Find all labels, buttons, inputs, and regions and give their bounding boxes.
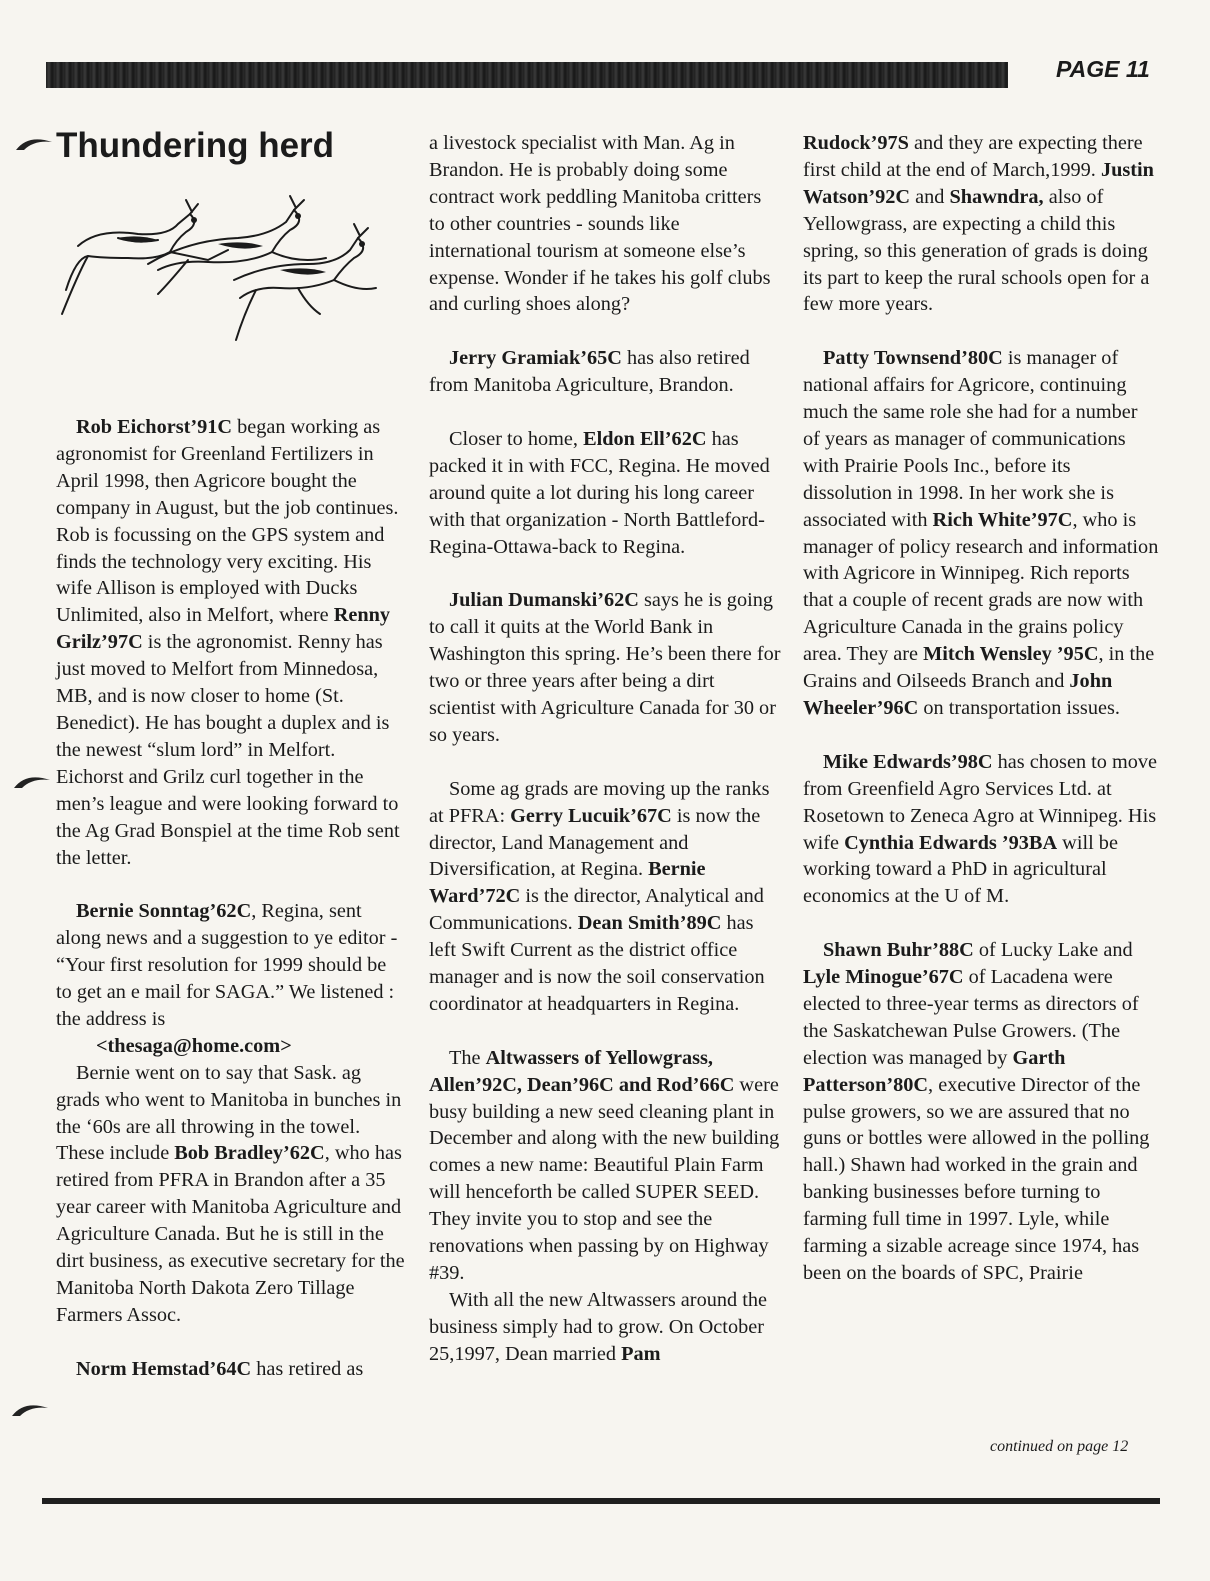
- grad-name: Shawndra,: [949, 185, 1044, 208]
- grad-name: Norm Hemstad’64C: [76, 1357, 252, 1380]
- paragraph: Bernie went on to say that Sask. ag grads who went to Manitoba in bunches in the ‘60s are all throwing in the towel. These include Bob Bradley’62C, who has retired from PFRA in Brandon after a 35 year career with Manitoba Agriculture and Agriculture Canada. But he is still in the dirt business, as executive secretary for the Manitoba North Dakota Zero Tillage Farmers Assoc.: [56, 1061, 405, 1326]
- article-column-3: [803, 130, 1159, 1314]
- grad-name: Cynthia Edwards ’93BA: [844, 831, 1058, 854]
- grad-name: Bob Bradley’62C: [174, 1142, 325, 1165]
- grad-name: Shawn Buhr’88C: [823, 939, 974, 962]
- grad-name: Rich White’97C: [932, 508, 1073, 531]
- grad-name: Julian Dumanski’62C: [449, 589, 639, 612]
- paragraph: With all the new Altwassers around the business simply had to grow. On October 25,1997, Dean married Pam: [429, 1288, 767, 1365]
- article-column-2: [429, 130, 781, 1395]
- punch-mark-icon: [14, 134, 54, 152]
- grad-name: Mitch Wensley ’95C: [923, 643, 1099, 666]
- grad-name: Patty Townsend’80C: [823, 347, 1003, 370]
- grad-name: Lyle Minogue’67C: [803, 966, 964, 989]
- article-column-1: [56, 414, 406, 1409]
- grad-name: Eldon Ell’62C: [583, 427, 707, 450]
- paragraph: The Altwassers of Yellowgrass, Allen’92C, Dean’96C and Rod’66C were busy building a new seed cleaning plant in December and along with the new building comes a new name: Beautiful Plain Farm will henceforth be called SUPER SEED. They invite you to stop and see the renovations when passing by on Highway #39.: [429, 1046, 780, 1284]
- grad-name: Bernie Ward’72C: [429, 858, 706, 908]
- grad-name: Renny Grilz’97C: [56, 604, 391, 654]
- paragraph: Some ag grads are moving up the ranks at PFRA: Gerry Lucuik’67C is now the director, Land Management and Diversification, at Regina. Bernie Ward’72C is the director, Analytical and Communications. Dean Smith’89C has left Swift Current as the district office manager and is now the soil conservation coordinator at headquarters in Regina.: [429, 777, 770, 1015]
- grad-name: Altwassers of Yellowgrass, Allen’92C, Dean’96C and Rod’66C: [429, 1046, 735, 1096]
- article-headline: Thundering herd: [56, 126, 335, 165]
- paragraph: Bernie Sonntag’62C, Regina, sent along news and a suggestion to ye editor - “Your first resolution for 1999 should be to get an e mail for SAGA.” We listened : the address is <thesaga@home.com>: [56, 898, 406, 1059]
- grad-name: Garth Patterson’80C: [803, 1046, 1066, 1096]
- paragraph: Rob Eichorst’91C began working as agronomist for Greenland Fertilizers in April 1998, then Agricore bought the company in August, but the job continues. Rob is focussing on the GPS system and finds the technology very exciting. His wife Allison is employed with Ducks Unlimited, also in Melfort, where Renny Grilz’97C is the agronomist. Renny has just moved to Melfort from Minnedosa, MB, and is now closer to home (St. Benedict). He has bought a duplex and is the newest “slum lord” in Melfort. Eichorst and Grilz curl together in the men’s league and were looking forward to the Ag Grad Bonspiel at the time Rob sent the letter.: [56, 416, 400, 869]
- punch-mark-icon: [12, 772, 52, 790]
- paragraph: Julian Dumanski’62C says he is going to call it quits at the World Bank in Washington this spring. He’s been there for two or three years after being a dirt scientist with Agriculture Canada for 30 or so years.: [429, 589, 781, 746]
- footer-rule: [42, 1498, 1160, 1504]
- paragraph: a livestock specialist with Man. Ag in Brandon. He is probably doing some contract work peddling Manitoba critters to other countries - sounds like international tourism at someone else’s expense. Wonder if he takes his golf clubs and curling shoes along?: [429, 132, 771, 316]
- paragraph: Patty Townsend’80C is manager of national affairs for Agricore, continuing much the same role she had for a number of years as manager of communications with Prairie Pools Inc., before its dissolution in 1998. In her work she is associated with Rich White’97C, who is manager of policy research and information with Agricore in Winnipeg. Rich reports that a couple of recent grads are now with Agriculture Canada in the grains policy area. They are Mitch Wensley ’95C, in the Grains and Oilseeds Branch and John Wheeler’96C on transportation issues.: [803, 347, 1159, 720]
- grad-name: Pam: [621, 1342, 661, 1365]
- grad-name: Rudock’97S: [803, 132, 909, 154]
- grad-name: Bernie Sonntag’62C: [76, 900, 252, 923]
- paragraph: Shawn Buhr’88C of Lucky Lake and Lyle Minogue’67C of Lacadena were elected to three-year terms as directors of the Saskatchewan Pulse Growers. (The election was managed by Garth Patterson’80C, executive Director of the pulse growers, so we are assured that no guns or bottles were allowed in the polling hall.) Shawn had worked in the grain and banking businesses before turning to farming full time in 1997. Lyle, while farming a sizable acreage since 1974, has been on the boards of SPC, Prairie: [803, 939, 1150, 1285]
- grad-name: Gerry Lucuik’67C: [510, 804, 672, 827]
- paragraph: Mike Edwards’98C has chosen to move from Greenfield Agro Services Ltd. at Rosetown to Zeneca Agro at Winnipeg. His wife Cynthia Edwards ’93BA will be working toward a PhD in agricultural economics at the U of M.: [803, 750, 1158, 908]
- grad-name: Dean Smith’89C: [577, 912, 722, 935]
- page-number: PAGE 11: [1056, 56, 1150, 82]
- punch-mark-icon: [10, 1400, 50, 1418]
- grad-name: John Wheeler’96C: [803, 670, 1113, 720]
- header-rule: [46, 62, 1008, 88]
- grad-name: Justin Watson’92C: [803, 158, 1154, 208]
- email-address: <thesaga@home.com>: [96, 1034, 292, 1057]
- grad-name: Jerry Gramiak’65C: [449, 347, 622, 370]
- paragraph: Rudock’97S and they are expecting there first child at the end of March,1999. Justin Watson’92C and Shawndra, also of Yellowgrass, are expecting a child this spring, so this generation of grads is doing its part to keep the rural schools open for a few more years.: [803, 132, 1154, 316]
- continued-note: continued on page 12: [990, 1438, 1129, 1455]
- grad-name: Rob Eichorst’91C: [76, 416, 233, 438]
- paragraph: Closer to home, Eldon Ell’62C has packed it in with FCC, Regina. He moved around quite a lot during his long career with that organization - North Battleford-Regina-Ottawa-back to Regina.: [429, 427, 770, 558]
- grad-name: Mike Edwards’98C: [823, 750, 993, 773]
- paragraph: Jerry Gramiak’65C has also retired from Manitoba Agriculture, Brandon.: [429, 347, 750, 397]
- paragraph: Norm Hemstad’64C has retired as: [76, 1357, 364, 1380]
- antelope-herd-illustration: [58, 194, 378, 344]
